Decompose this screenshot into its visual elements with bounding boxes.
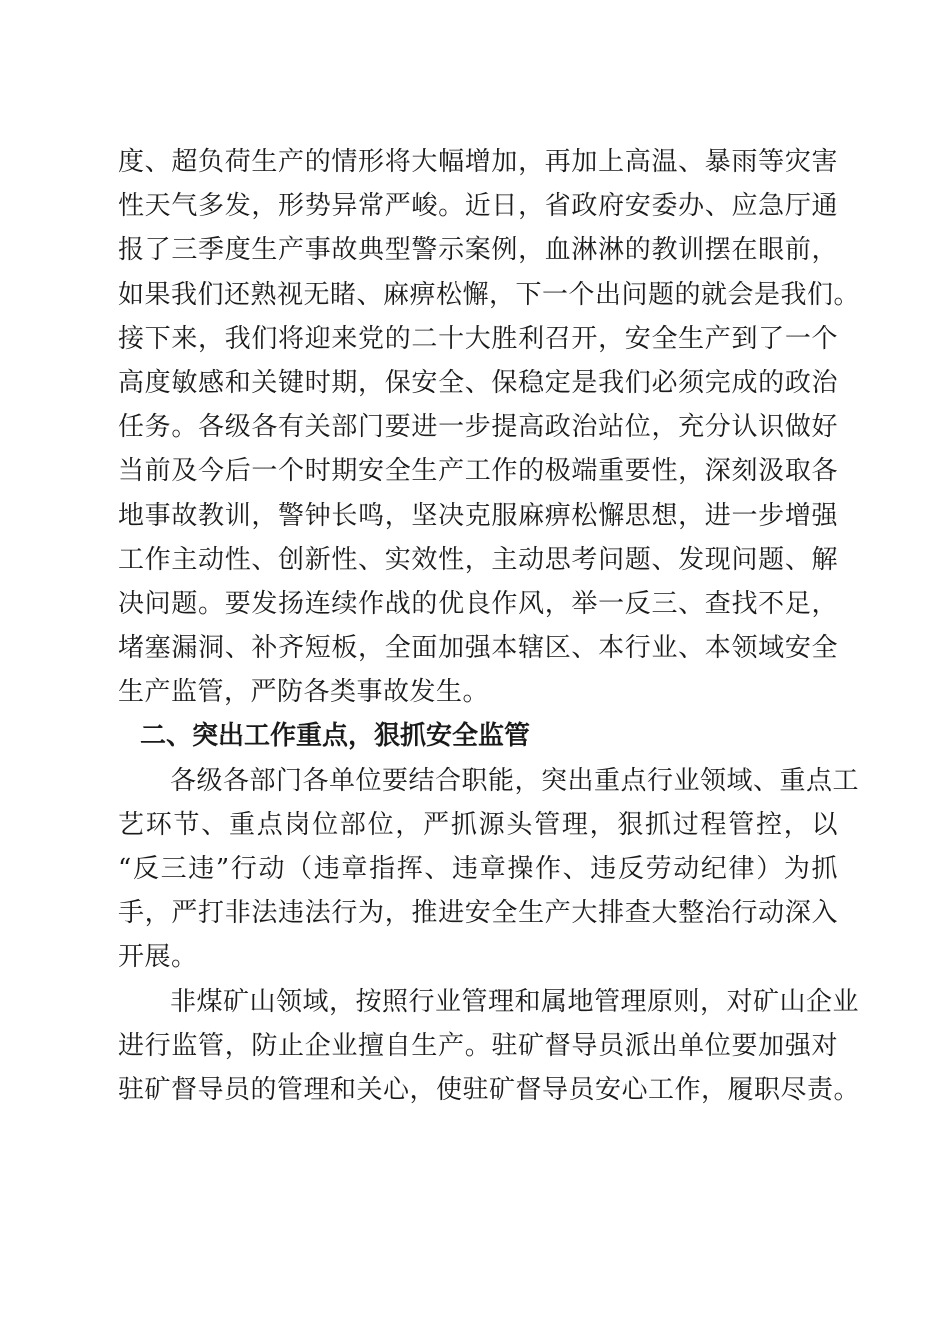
text-line: 高度敏感和关键时期，保安全、保稳定是我们必须完成的政治 — [118, 367, 838, 398]
text-line: “反三违”行动（违章指挥、违章操作、违反劳动纪律）为抓 — [118, 854, 838, 884]
text-line: 手，严打非法违法行为，推进安全生产大排查大整治行动深入 — [118, 898, 838, 929]
text-line: 报了三季度生产事故典型警示案例，血淋淋的教训摆在眼前， — [118, 235, 838, 266]
text-line: 如果我们还熟视无睹、麻痹松懈，下一个出问题的就会是我们。 — [118, 279, 861, 310]
text-line: 艺环节、重点岗位部位，严抓源头管理，狠抓过程管控，以 — [118, 809, 838, 840]
text-line: 堵塞漏洞、补齐短板，全面加强本辖区、本行业、本领域安全 — [118, 633, 838, 664]
text-line: 当前及今后一个时期安全生产工作的极端重要性，深刻汲取各 — [118, 456, 838, 487]
text-line: 工作主动性、创新性、实效性，主动思考问题、发现问题、解 — [118, 544, 838, 575]
text-line: 地事故教训，警钟长鸣，坚决克服麻痹松懈思想，进一步增强 — [118, 500, 838, 531]
text-line: 各级各部门各单位要结合职能，突出重点行业领域、重点工 — [170, 765, 860, 796]
section-heading: 二、突出工作重点，狠抓安全监管 — [140, 721, 531, 752]
text-line: 任务。各级各有关部门要进一步提高政治站位，充分认识做好 — [118, 412, 838, 443]
text-line: 度、超负荷生产的情形将大幅增加，再加上高温、暴雨等灾害 — [118, 147, 838, 177]
document-body — [118, 140, 861, 1112]
text-line: 生产监管，严防各类事故发生。 — [118, 677, 490, 708]
text-line: 决问题。要发扬连续作战的优良作风，举一反三、查找不足， — [118, 588, 838, 619]
text-line: 驻矿督导员的管理和关心，使驻矿督导员安心工作，履职尽责。 — [118, 1074, 861, 1105]
text-line: 非煤矿山领域，按照行业管理和属地管理原则，对矿山企业 — [170, 986, 860, 1017]
text-line: 性天气多发，形势异常严峻。近日，省政府安委办、应急厅通 — [118, 191, 838, 222]
text-line: 接下来，我们将迎来党的二十大胜利召开，安全生产到了一个 — [118, 323, 838, 354]
text-line: 开展。 — [118, 942, 198, 973]
text-line: 进行监管，防止企业擅自生产。驻矿督导员派出单位要加强对 — [118, 1030, 838, 1061]
